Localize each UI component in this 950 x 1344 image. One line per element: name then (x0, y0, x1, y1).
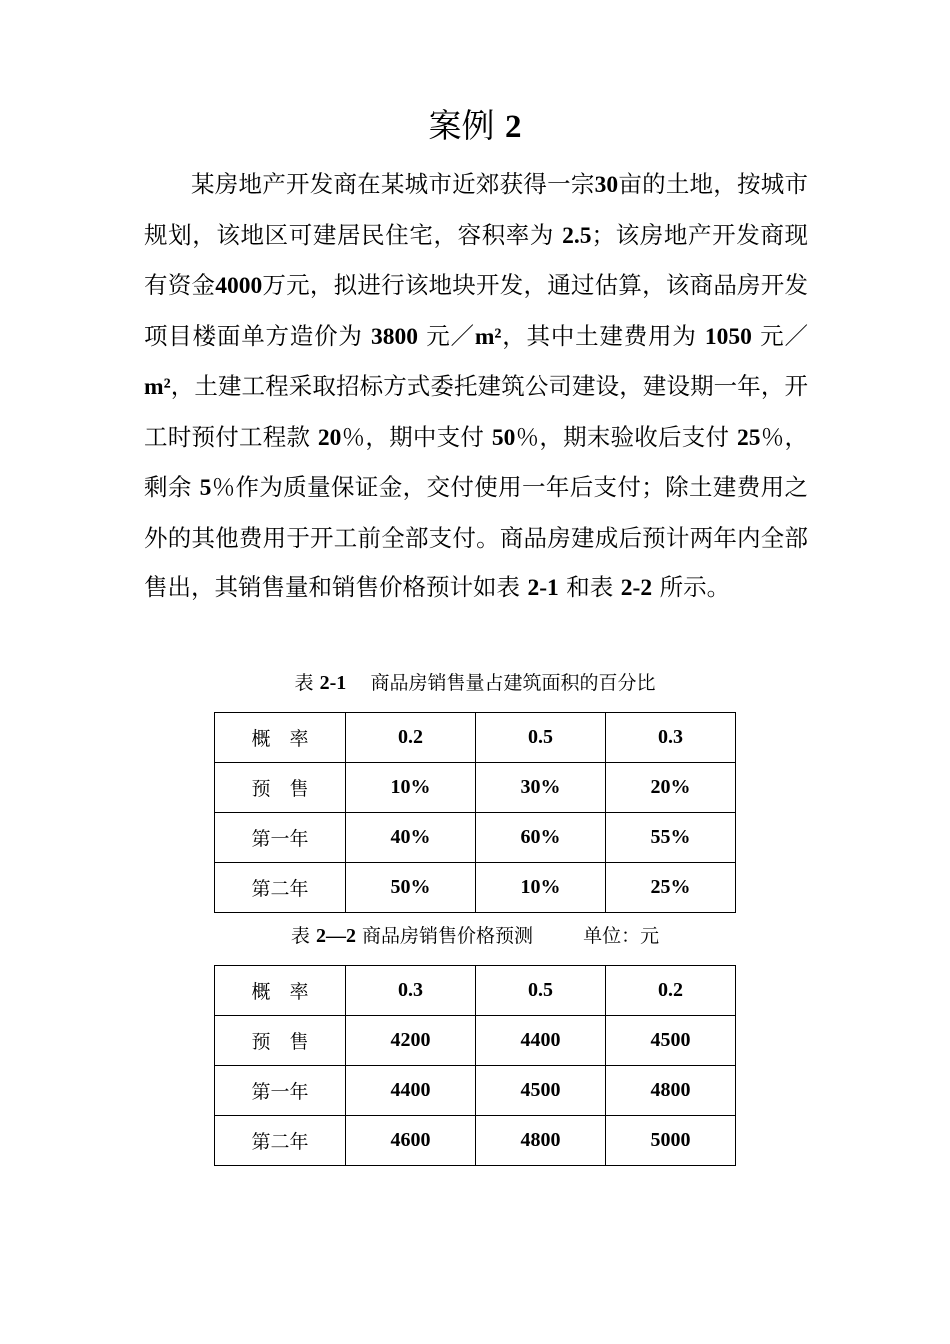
value-cell: 0.5 (476, 713, 606, 763)
paragraph-segment: 2-1 (527, 575, 559, 601)
table-row (215, 763, 736, 813)
paragraph-segment: ，土建工程采取招标方式委托建筑公司建设，建设期一年，开工时预付工程款 (144, 372, 808, 451)
table-row (215, 713, 736, 763)
paragraph-segment: ％，剩余 (144, 422, 808, 501)
case-description-paragraph (144, 160, 808, 614)
paragraph-segment: ，其中土建费用为 (501, 321, 705, 350)
table-2-2-caption-text: 商品房销售价格预测 (362, 925, 534, 947)
value-cell: 4400 (476, 1016, 606, 1066)
value-cell: 4800 (606, 1066, 736, 1116)
table-2-1-caption (0, 668, 950, 698)
paragraph-segment: 50 (491, 424, 516, 451)
paragraph-segment: 20 (317, 424, 342, 451)
paragraph-segment: 所示。 (652, 573, 731, 601)
value-cell: 10% (346, 763, 476, 813)
paragraph-segment: 元／ (417, 321, 475, 350)
value-cell: 0.5 (476, 966, 606, 1016)
row-label-cell: 预 售 (215, 763, 346, 813)
table-row (215, 813, 736, 863)
value-cell: 60% (476, 813, 606, 863)
value-cell: 4500 (606, 1016, 736, 1066)
sales-price-table (214, 965, 736, 1166)
paragraph-segment: ％，期中支付 (341, 422, 492, 451)
sales-volume-table (214, 712, 736, 913)
paragraph-segment: m² (474, 323, 502, 350)
table-2-2-unit: 单位：元 (583, 925, 660, 947)
value-cell: 5000 (606, 1116, 736, 1166)
value-cell: 4600 (346, 1116, 476, 1166)
paragraph-segment: 3800 (370, 323, 418, 350)
paragraph-segment: 4000 (215, 273, 263, 299)
paragraph-segment: 某房地产开发商在某城市近郊获得一宗 (191, 170, 595, 198)
table-2-2-caption (0, 921, 950, 951)
paragraph-segment: 万元，拟进行该地块开发，通过估算，该商品房开发项目楼面单方造价为 (144, 271, 809, 350)
paragraph-segment: 2.5 (562, 222, 592, 249)
value-cell: 25% (606, 863, 736, 913)
value-cell: 30% (476, 763, 606, 813)
value-cell: 10% (476, 863, 606, 913)
table-2-1-caption-prefix: 表 (294, 672, 314, 694)
paragraph-segment: 25 (737, 424, 761, 451)
paragraph-segment: 亩的土地，按城市规划，该地区可建居民住宅，容积率为 (144, 170, 809, 249)
table-row (215, 1016, 736, 1066)
row-label-cell: 第二年 (215, 1116, 346, 1166)
value-cell: 55% (606, 813, 736, 863)
case-title-number: 2 (505, 109, 522, 145)
paragraph-segment: m² (144, 374, 171, 400)
paragraph-segment: ；该房地产开发商现有资金 (144, 220, 808, 299)
row-label-cell: 第一年 (215, 813, 346, 863)
value-cell: 0.3 (606, 713, 736, 763)
paragraph-segment: ％作为质量保证金，交付使用一年后支付；除土建费用之外的其他费用于开工前全部支付。商品房建成后预计两年内全部售出，其销售量和销售价格预计如表 (144, 473, 808, 601)
value-cell: 4400 (346, 1066, 476, 1116)
value-cell: 40% (346, 813, 476, 863)
table-row (215, 966, 736, 1016)
value-cell: 4200 (346, 1016, 476, 1066)
value-cell: 0.2 (606, 966, 736, 1016)
paragraph-segment: 元／ (751, 321, 808, 350)
paragraph-segment: ％，期末验收后支付 (515, 422, 737, 451)
value-cell: 0.3 (346, 966, 476, 1016)
paragraph-segment: 30 (594, 172, 619, 198)
value-cell: 4800 (476, 1116, 606, 1166)
row-label-cell: 概 率 (215, 966, 346, 1016)
row-label-cell: 第二年 (215, 863, 346, 913)
table-row (215, 863, 736, 913)
table-row (215, 1066, 736, 1116)
value-cell: 50% (346, 863, 476, 913)
row-label-cell: 第一年 (215, 1066, 346, 1116)
paragraph-segment: 2-2 (620, 575, 653, 601)
value-cell: 20% (606, 763, 736, 813)
table-2-2-caption-number: 2—2 (315, 925, 356, 947)
case-title-text: 案例 (428, 106, 495, 145)
case-title (0, 104, 950, 149)
paragraph-segment: 5 (199, 475, 212, 501)
table-2-2-caption-prefix: 表 (290, 925, 310, 947)
value-cell: 4500 (476, 1066, 606, 1116)
row-label-cell: 预 售 (215, 1016, 346, 1066)
table-row (215, 1116, 736, 1166)
paragraph-segment: 1050 (704, 323, 752, 350)
table-2-1-caption-text: 商品房销售量占建筑面积的百分比 (370, 672, 656, 694)
paragraph-segment: 和表 (558, 573, 621, 601)
value-cell: 0.2 (346, 713, 476, 763)
row-label-cell: 概 率 (215, 713, 346, 763)
table-2-1-caption-number: 2-1 (319, 672, 347, 694)
